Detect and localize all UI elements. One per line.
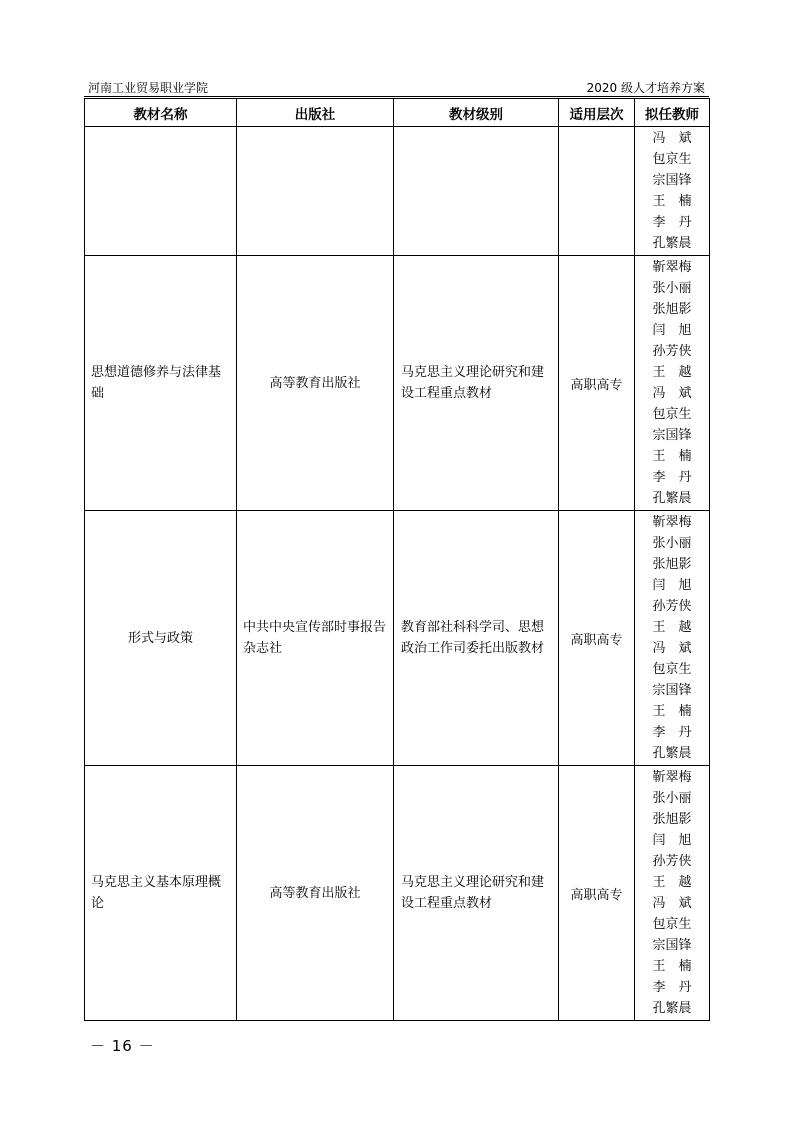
teacher-name: 冯 斌 [652, 386, 692, 401]
cell-applicable-tier: 高职高专 [559, 511, 635, 766]
cell-applicable-tier: 高职高专 [559, 766, 635, 1021]
teacher-name: 宗国锋 [652, 938, 692, 953]
cell-textbook-level: 教育部社科科学司、思想政治工作司委托出版教材 [394, 511, 559, 766]
teacher-name: 孔繁晨 [652, 1001, 692, 1016]
teacher-name: 宗国锋 [652, 428, 692, 443]
teacher-name: 包京生 [652, 917, 692, 932]
teacher-name: 张旭影 [652, 302, 692, 317]
cell-textbook-name: 形式与政策 [85, 511, 237, 766]
column-header-textbook-level: 教材级别 [394, 99, 559, 127]
cell-teachers [635, 766, 710, 1021]
teacher-name: 孙芳侠 [652, 854, 692, 869]
cell-teachers [635, 127, 710, 256]
teacher-name: 靳翠梅 [652, 260, 692, 275]
teacher-name: 包京生 [652, 152, 692, 167]
teacher-name: 包京生 [652, 407, 692, 422]
teacher-name: 王 越 [652, 875, 692, 890]
teacher-name: 李 丹 [652, 215, 692, 230]
page-number: － 16 － [90, 1037, 155, 1055]
header-rule [84, 96, 709, 97]
teacher-name: 冯 斌 [652, 641, 692, 656]
teacher-name: 冯 斌 [652, 896, 692, 911]
teacher-name: 靳翠梅 [652, 515, 692, 530]
teacher-name: 孔繁晨 [652, 491, 692, 506]
teacher-name: 李 丹 [652, 725, 692, 740]
teacher-name: 张小丽 [652, 536, 692, 551]
cell-textbook-level [394, 127, 559, 256]
header-institution: 河南工业贸易职业学院 [88, 81, 209, 95]
table-header-row [85, 99, 710, 127]
teacher-name: 王 越 [652, 365, 692, 380]
cell-publisher: 高等教育出版社 [237, 766, 394, 1021]
column-header-applicable-tier: 适用层次 [559, 99, 635, 127]
cell-applicable-tier [559, 127, 635, 256]
teacher-name: 靳翠梅 [652, 770, 692, 785]
teacher-name: 王 越 [652, 620, 692, 635]
column-header-proposed-teachers: 拟任教师 [635, 99, 710, 127]
teacher-name: 孔繁晨 [652, 746, 692, 761]
teacher-name: 孔繁晨 [652, 236, 692, 251]
teacher-name: 闫 旭 [652, 578, 692, 593]
teacher-name: 闫 旭 [652, 833, 692, 848]
cell-textbook-level: 马克思主义理论研究和建设工程重点教材 [394, 766, 559, 1021]
cell-teachers [635, 511, 710, 766]
teacher-name: 宗国锋 [652, 173, 692, 188]
teacher-name: 张旭影 [652, 557, 692, 572]
table-row [85, 511, 710, 766]
teacher-name: 张小丽 [652, 791, 692, 806]
teacher-name: 闫 旭 [652, 323, 692, 338]
textbook-table [84, 98, 710, 1021]
teacher-name: 王 楠 [652, 449, 692, 464]
teacher-name: 张旭影 [652, 812, 692, 827]
table-row [85, 766, 710, 1021]
table-row [85, 256, 710, 511]
column-header-textbook-name: 教材名称 [85, 99, 237, 127]
teacher-name: 孙芳侠 [652, 599, 692, 614]
teacher-name: 宗国锋 [652, 683, 692, 698]
teacher-name: 孙芳侠 [652, 344, 692, 359]
cell-publisher: 中共中央宣传部时事报告杂志社 [237, 511, 394, 766]
header-document-title: 2020 级人才培养方案 [586, 81, 705, 95]
teacher-name: 李 丹 [652, 980, 692, 995]
cell-applicable-tier: 高职高专 [559, 256, 635, 511]
teacher-name: 王 楠 [652, 194, 692, 209]
cell-teachers [635, 256, 710, 511]
teacher-name: 冯 斌 [652, 131, 692, 146]
teacher-name: 王 楠 [652, 704, 692, 719]
cell-textbook-name: 思想道德修养与法律基础 [85, 256, 237, 511]
teacher-name: 张小丽 [652, 281, 692, 296]
cell-textbook-level: 马克思主义理论研究和建设工程重点教材 [394, 256, 559, 511]
cell-publisher [237, 127, 394, 256]
teacher-name: 包京生 [652, 662, 692, 677]
column-header-publisher: 出版社 [237, 99, 394, 127]
teacher-name: 李 丹 [652, 470, 692, 485]
table-row [85, 127, 710, 256]
cell-textbook-name [85, 127, 237, 256]
cell-publisher: 高等教育出版社 [237, 256, 394, 511]
teacher-name: 王 楠 [652, 959, 692, 974]
cell-textbook-name: 马克思主义基本原理概论 [85, 766, 237, 1021]
